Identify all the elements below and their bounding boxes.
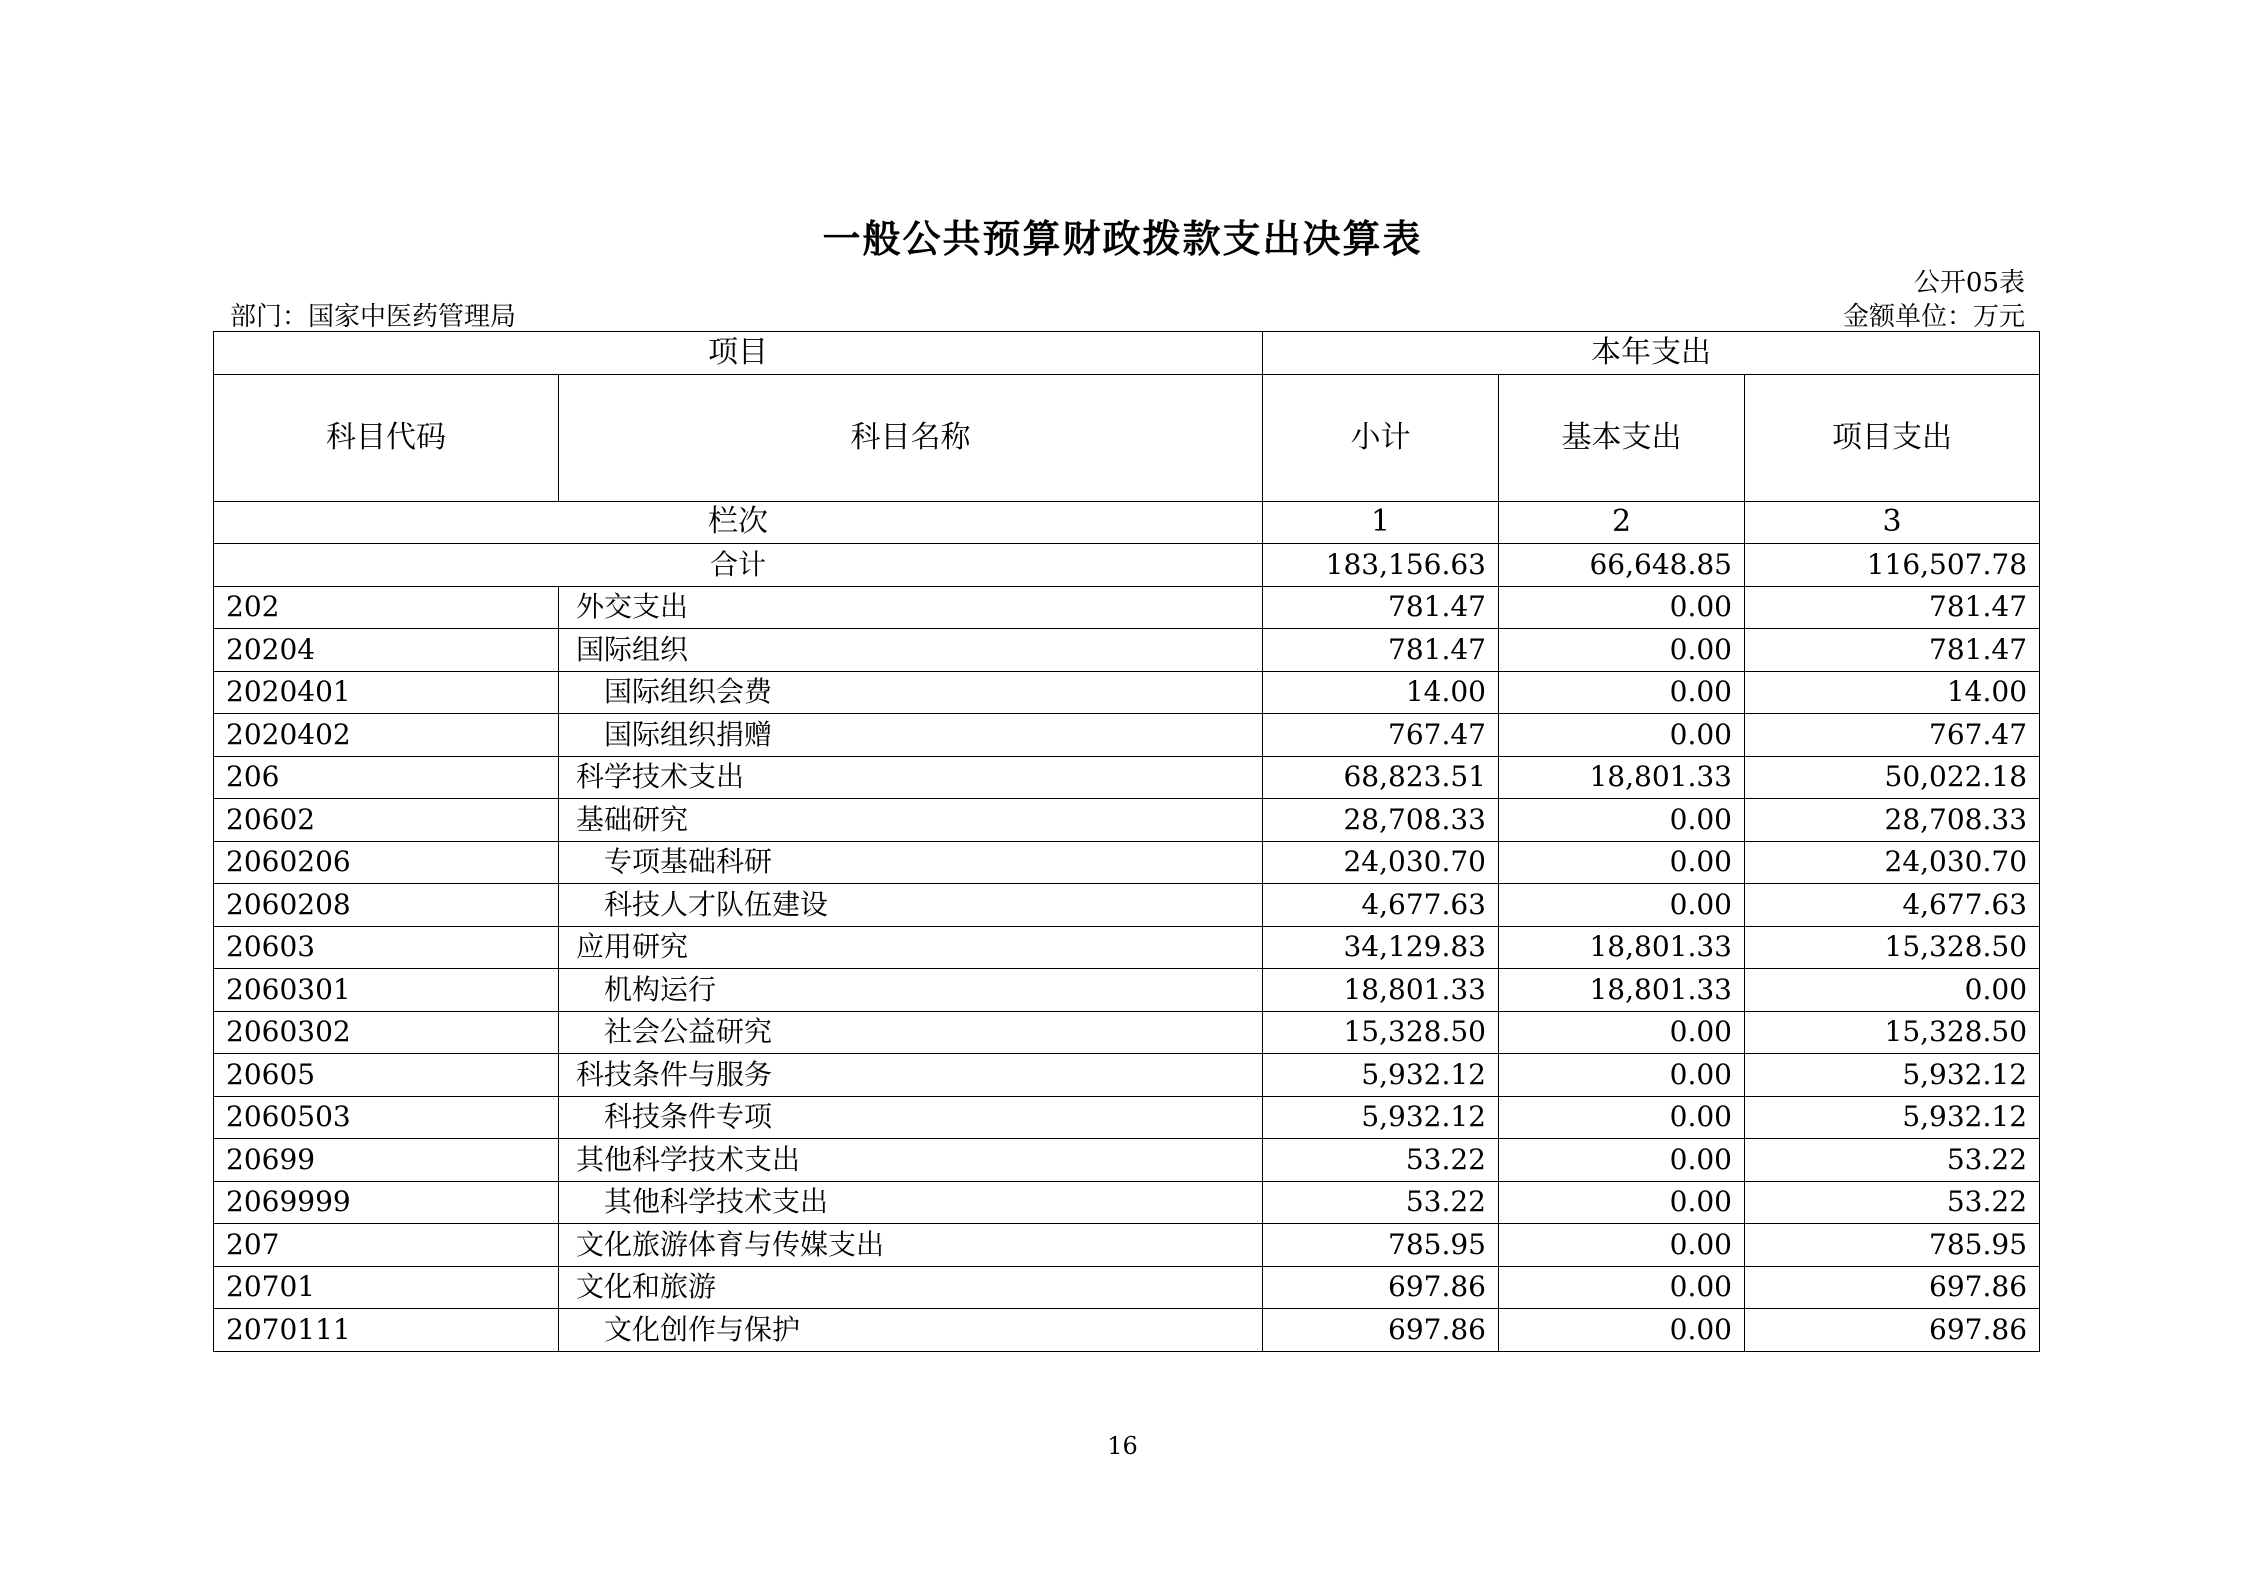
cell-project: 28,708.33	[1745, 799, 2040, 842]
cell-code: 2060208	[214, 884, 559, 927]
cell-subtotal: 34,129.83	[1263, 926, 1499, 969]
form-number: 公开05表	[1913, 268, 2025, 298]
cell-name: 文化创作与保护	[559, 1309, 1263, 1352]
cell-project: 15,328.50	[1745, 1011, 2040, 1054]
cell-basic: 0.00	[1499, 1139, 1745, 1182]
cell-project: 781.47	[1745, 629, 2040, 672]
header-column-label: 栏次	[214, 501, 1263, 544]
cell-project: 0.00	[1745, 969, 2040, 1012]
cell-basic: 18,801.33	[1499, 969, 1745, 1012]
cell-code: 20602	[214, 799, 559, 842]
cell-code: 2060302	[214, 1011, 559, 1054]
table-row	[214, 1181, 2040, 1224]
cell-subtotal: 5,932.12	[1263, 1096, 1499, 1139]
cell-code: 20699	[214, 1139, 559, 1182]
cell-project: 15,328.50	[1745, 926, 2040, 969]
cell-project: 53.22	[1745, 1139, 2040, 1182]
cell-subtotal: 5,932.12	[1263, 1054, 1499, 1097]
cell-subtotal: 14.00	[1263, 671, 1499, 714]
cell-code: 2060301	[214, 969, 559, 1012]
table-row	[214, 756, 2040, 799]
cell-basic: 0.00	[1499, 629, 1745, 672]
cell-subtotal: 15,328.50	[1263, 1011, 1499, 1054]
cell-basic: 0.00	[1499, 714, 1745, 757]
cell-basic: 0.00	[1499, 884, 1745, 927]
cell-subtotal: 767.47	[1263, 714, 1499, 757]
table-row	[214, 1096, 2040, 1139]
cell-project: 697.86	[1745, 1309, 2040, 1352]
cell-subtotal: 18,801.33	[1263, 969, 1499, 1012]
cell-subtotal: 785.95	[1263, 1224, 1499, 1267]
cell-name: 机构运行	[559, 969, 1263, 1012]
table-row	[214, 884, 2040, 927]
cell-basic: 18,801.33	[1499, 926, 1745, 969]
table-row	[214, 1011, 2040, 1054]
cell-project: 785.95	[1745, 1224, 2040, 1267]
cell-project: 24,030.70	[1745, 841, 2040, 884]
cell-project: 5,932.12	[1745, 1096, 2040, 1139]
cell-subtotal: 781.47	[1263, 629, 1499, 672]
cell-code: 20605	[214, 1054, 559, 1097]
cell-code: 2020402	[214, 714, 559, 757]
cell-basic: 0.00	[1499, 1096, 1745, 1139]
cell-name: 国际组织会费	[559, 671, 1263, 714]
cell-subtotal: 28,708.33	[1263, 799, 1499, 842]
header-col1: 1	[1263, 501, 1499, 544]
cell-name: 文化和旅游	[559, 1266, 1263, 1309]
cell-basic: 0.00	[1499, 799, 1745, 842]
total-basic: 66,648.85	[1499, 544, 1745, 587]
total-project: 116,507.78	[1745, 544, 2040, 587]
cell-project: 697.86	[1745, 1266, 2040, 1309]
cell-subtotal: 4,677.63	[1263, 884, 1499, 927]
cell-name: 文化旅游体育与传媒支出	[559, 1224, 1263, 1267]
cell-project: 14.00	[1745, 671, 2040, 714]
cell-subtotal: 781.47	[1263, 586, 1499, 629]
unit-label: 金额单位：万元	[1842, 302, 2025, 332]
total-subtotal: 183,156.63	[1263, 544, 1499, 587]
cell-subtotal: 68,823.51	[1263, 756, 1499, 799]
cell-name: 外交支出	[559, 586, 1263, 629]
cell-subtotal: 53.22	[1263, 1181, 1499, 1224]
cell-name: 基础研究	[559, 799, 1263, 842]
cell-code: 20701	[214, 1266, 559, 1309]
cell-code: 2020401	[214, 671, 559, 714]
cell-project: 5,932.12	[1745, 1054, 2040, 1097]
department-label: 部门：国家中医药管理局	[230, 302, 517, 332]
expenditure-table	[213, 331, 2040, 1352]
cell-code: 207	[214, 1224, 559, 1267]
cell-basic: 0.00	[1499, 671, 1745, 714]
header-basic: 基本支出	[1499, 374, 1745, 501]
table-row	[214, 841, 2040, 884]
cell-code: 20204	[214, 629, 559, 672]
cell-project: 4,677.63	[1745, 884, 2040, 927]
header-current-year: 本年支出	[1263, 332, 2040, 375]
cell-name: 科学技术支出	[559, 756, 1263, 799]
header-code: 科目代码	[214, 374, 559, 501]
cell-name: 科技人才队伍建设	[559, 884, 1263, 927]
cell-basic: 18,801.33	[1499, 756, 1745, 799]
table-row	[214, 629, 2040, 672]
cell-subtotal: 697.86	[1263, 1266, 1499, 1309]
cell-name: 应用研究	[559, 926, 1263, 969]
cell-name: 国际组织捐赠	[559, 714, 1263, 757]
cell-name: 国际组织	[559, 629, 1263, 672]
cell-code: 20603	[214, 926, 559, 969]
header-subtotal: 小计	[1263, 374, 1499, 501]
table-row	[214, 799, 2040, 842]
table-row	[214, 586, 2040, 629]
cell-project: 53.22	[1745, 1181, 2040, 1224]
table-row	[214, 1224, 2040, 1267]
header-project-exp: 项目支出	[1745, 374, 2040, 501]
cell-project: 781.47	[1745, 586, 2040, 629]
header-project: 项目	[214, 332, 1263, 375]
table-row	[214, 926, 2040, 969]
cell-basic: 0.00	[1499, 841, 1745, 884]
cell-subtotal: 53.22	[1263, 1139, 1499, 1182]
cell-name: 其他科学技术支出	[559, 1181, 1263, 1224]
table-row	[214, 671, 2040, 714]
cell-code: 2070111	[214, 1309, 559, 1352]
cell-code: 2060503	[214, 1096, 559, 1139]
cell-basic: 0.00	[1499, 1054, 1745, 1097]
cell-code: 2069999	[214, 1181, 559, 1224]
total-label: 合计	[214, 544, 1263, 587]
cell-basic: 0.00	[1499, 1224, 1745, 1267]
cell-basic: 0.00	[1499, 586, 1745, 629]
cell-name: 科技条件与服务	[559, 1054, 1263, 1097]
total-row	[214, 544, 2040, 587]
header-col2: 2	[1499, 501, 1745, 544]
table-row	[214, 1139, 2040, 1182]
header-col3: 3	[1745, 501, 2040, 544]
cell-basic: 0.00	[1499, 1181, 1745, 1224]
cell-name: 社会公益研究	[559, 1011, 1263, 1054]
page-number: 16	[1107, 1432, 1138, 1460]
table-row	[214, 969, 2040, 1012]
cell-code: 202	[214, 586, 559, 629]
header-name: 科目名称	[559, 374, 1263, 501]
cell-subtotal: 24,030.70	[1263, 841, 1499, 884]
cell-code: 2060206	[214, 841, 559, 884]
cell-basic: 0.00	[1499, 1011, 1745, 1054]
cell-subtotal: 697.86	[1263, 1309, 1499, 1352]
cell-code: 206	[214, 756, 559, 799]
cell-basic: 0.00	[1499, 1266, 1745, 1309]
cell-project: 767.47	[1745, 714, 2040, 757]
cell-name: 科技条件专项	[559, 1096, 1263, 1139]
cell-basic: 0.00	[1499, 1309, 1745, 1352]
table-row	[214, 1054, 2040, 1097]
cell-name: 其他科学技术支出	[559, 1139, 1263, 1182]
report-title: 一般公共预算财政拨款支出决算表	[822, 216, 1423, 261]
table-row	[214, 1266, 2040, 1309]
table-row	[214, 714, 2040, 757]
table-row	[214, 1309, 2040, 1352]
cell-name: 专项基础科研	[559, 841, 1263, 884]
cell-project: 50,022.18	[1745, 756, 2040, 799]
